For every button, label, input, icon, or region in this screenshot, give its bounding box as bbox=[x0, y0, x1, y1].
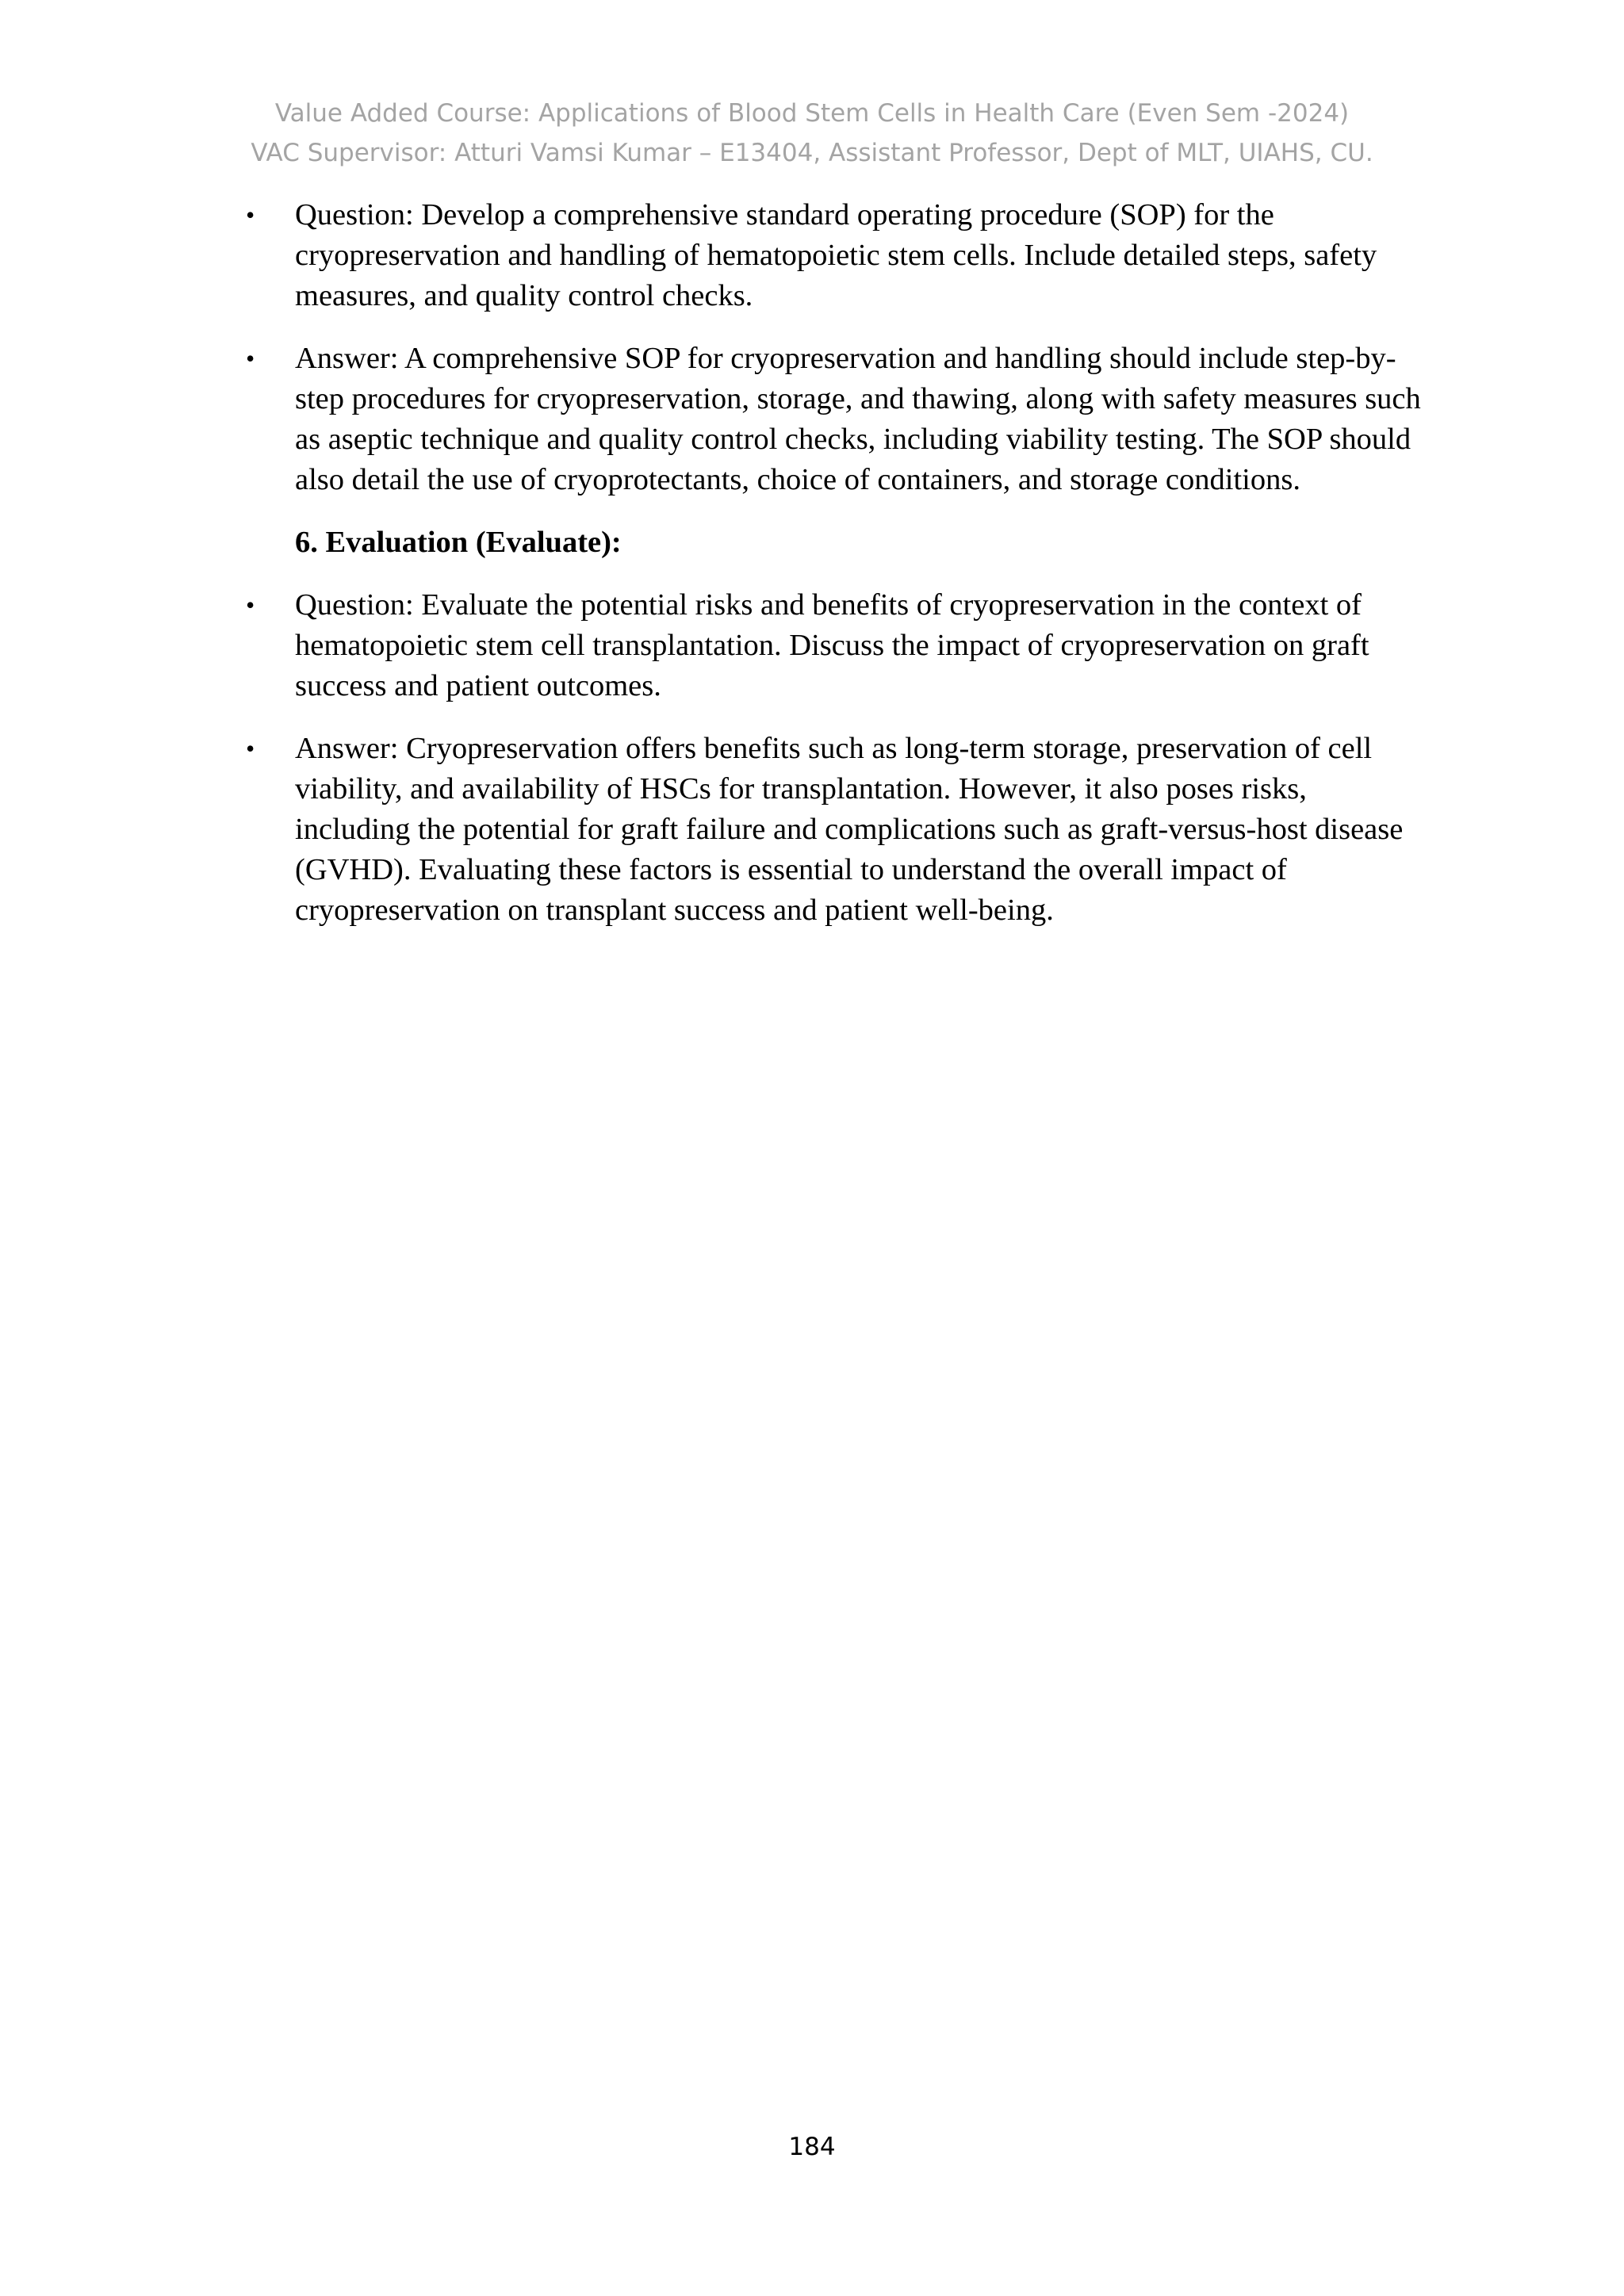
section-heading: 6. Evaluation (Evaluate): bbox=[295, 526, 622, 559]
list-item-text: Question: Develop a comprehensive standard operating procedure (SOP) for the cryopreservation and handling of hematopoietic stem cells. Include detailed steps, safety measures, and quality control checks. bbox=[295, 198, 1377, 312]
running-header bbox=[0, 94, 1624, 173]
list-item-text: Question: Evaluate the potential risks and benefits of cryopreservation in the context of hematopoietic stem cell transplantation. Discuss the impact of cryopreservation on graft success and patient outcomes. bbox=[295, 588, 1369, 702]
list-item-text: Answer: A comprehensive SOP for cryopreservation and handling should include step-by-step procedures for cryopreservation, storage, and thawing, along with safety measures such as aseptic technique and quality control checks, including viability testing. The SOP should also detail the use of cryoprotectants, choice of containers, and storage conditions. bbox=[295, 342, 1421, 496]
list-item-question-evaluate bbox=[238, 585, 1427, 706]
bullet-icon: • bbox=[246, 591, 255, 619]
bullet-icon: • bbox=[246, 201, 255, 229]
header-course-title: Value Added Course: Applications of Blood Stem Cells in Health Care (Even Sem -2024) bbox=[274, 99, 1350, 128]
bullet-icon: • bbox=[246, 344, 255, 373]
header-supervisor: VAC Supervisor: Atturi Vamsi Kumar – E13404, Assistant Professor, Dept of MLT, UIAHS, CU. bbox=[251, 139, 1373, 167]
list-item-answer-evaluate bbox=[238, 729, 1427, 931]
list-item-text: Answer: Cryopreservation offers benefits such as long-term storage, preservation of cell viability, and availability of HSCs for transplantation. However, it also poses risks, including the potential for graft failure and complications such as graft-versus-host disease (GVHD). Evaluating these factors is essential to understand the overall impact of cryopreservation on transplant success and patient well-being. bbox=[295, 732, 1404, 927]
list-item-question-sop bbox=[238, 195, 1427, 316]
page-content bbox=[238, 195, 1427, 953]
list-item-answer-sop bbox=[238, 339, 1427, 500]
bullet-icon: • bbox=[246, 734, 255, 763]
page-number: 184 bbox=[788, 2133, 836, 2161]
